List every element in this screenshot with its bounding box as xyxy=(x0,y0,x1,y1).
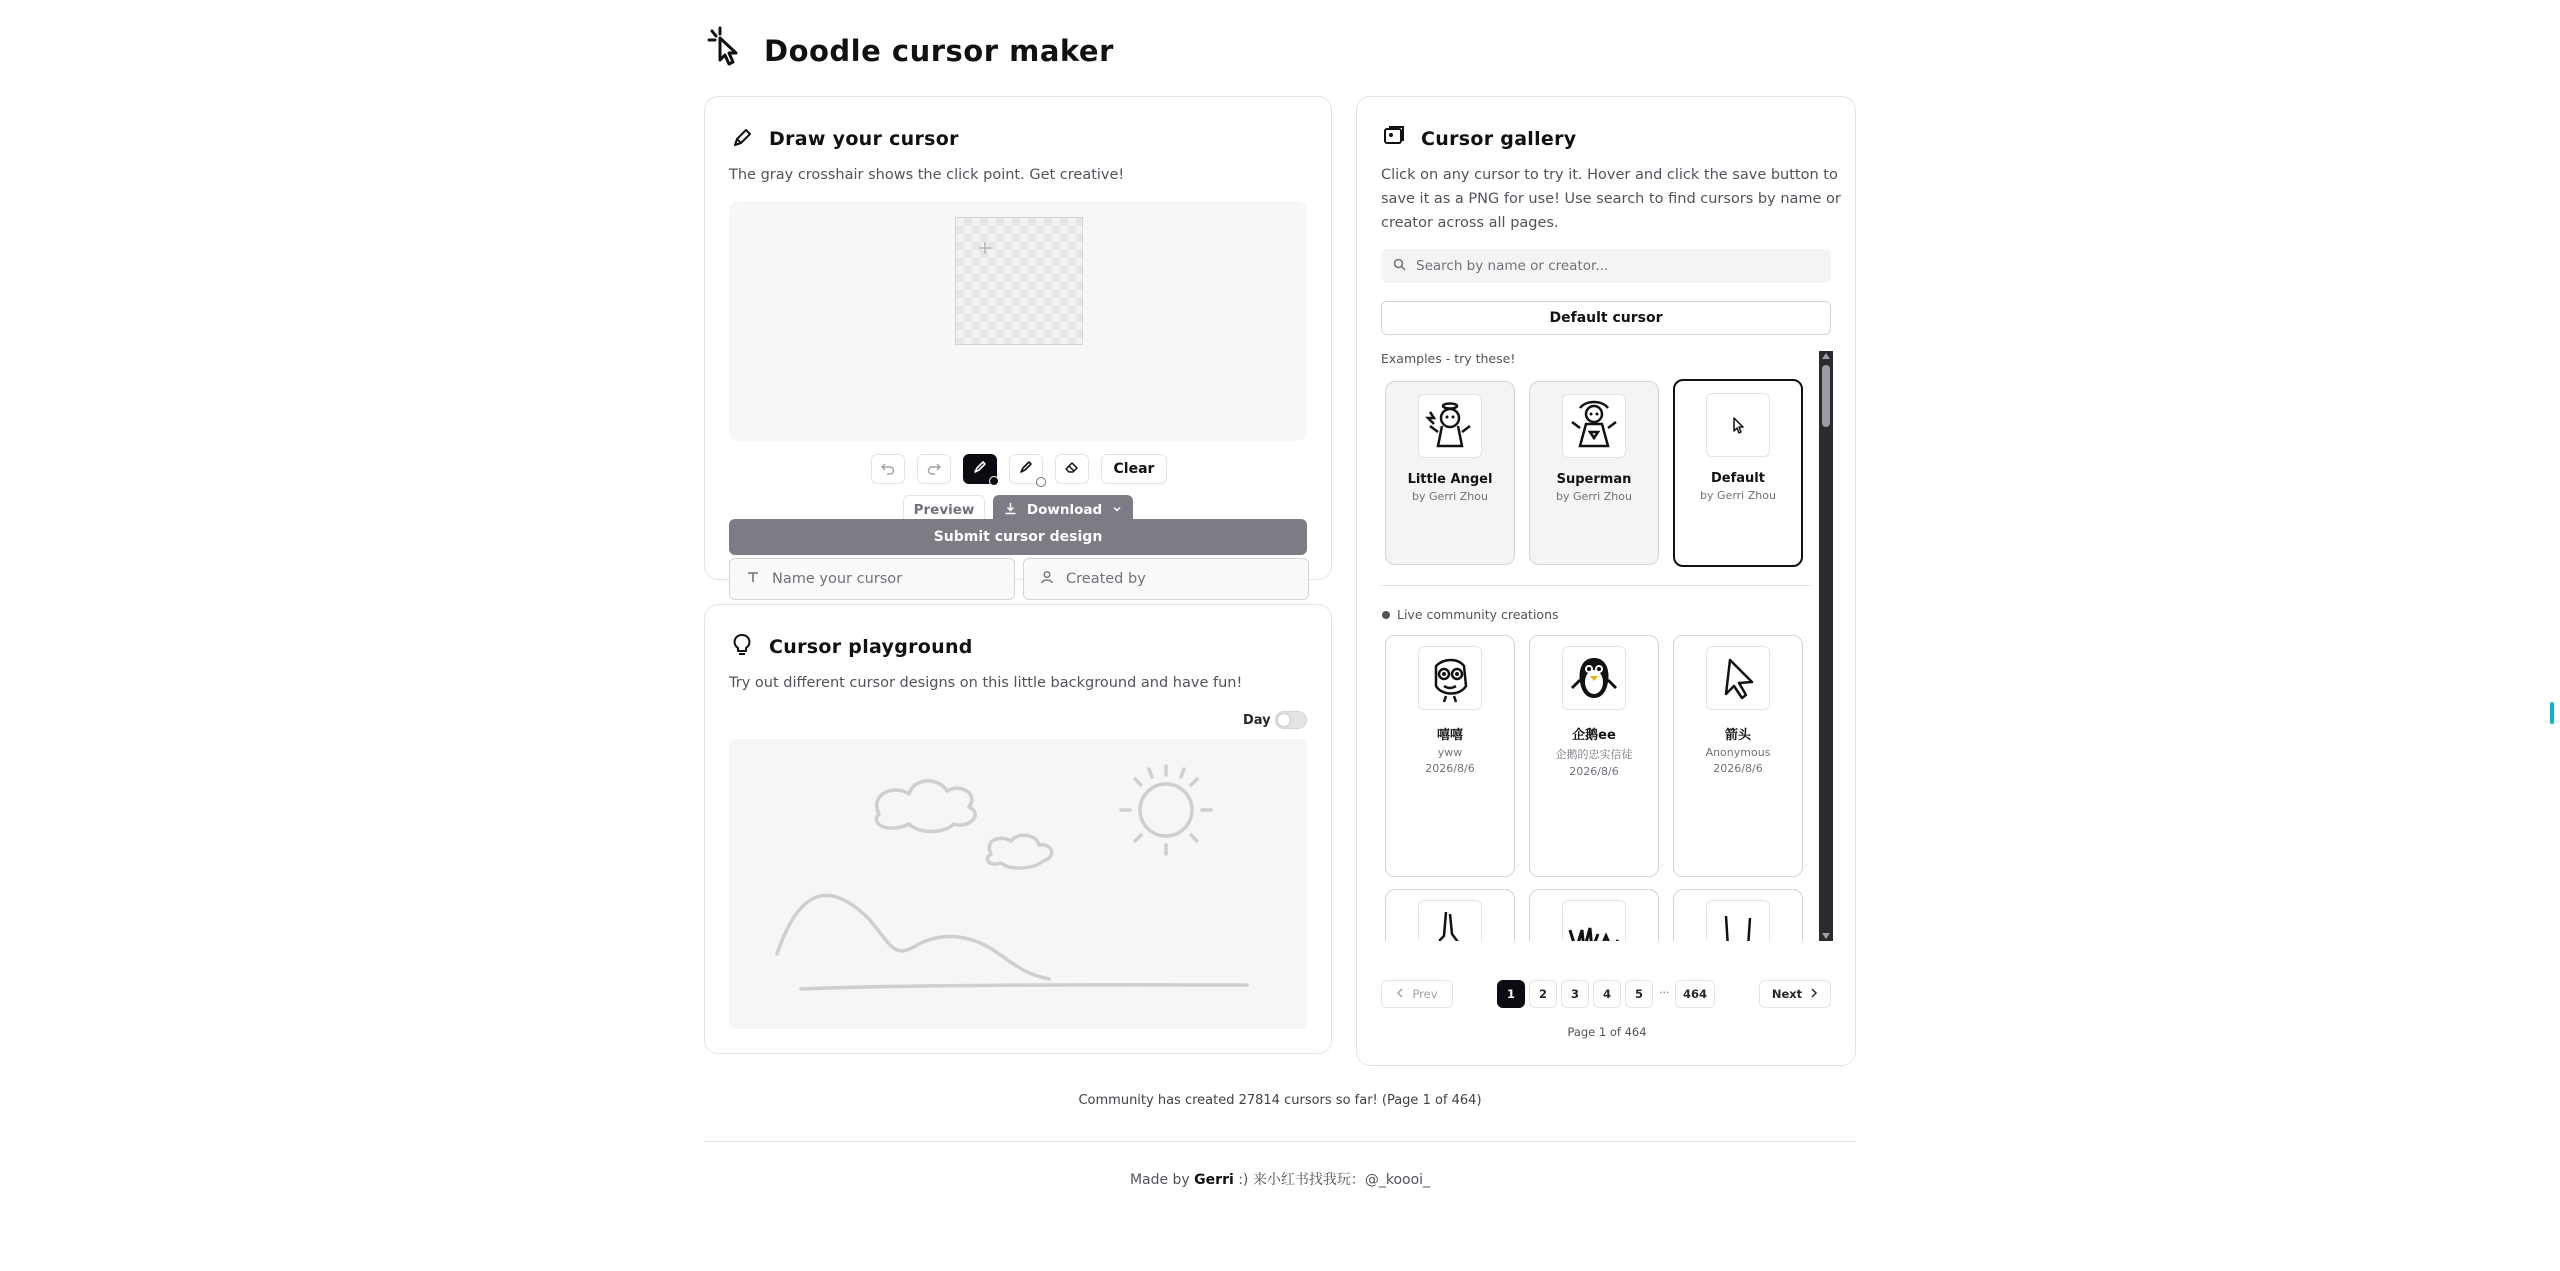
download-icon xyxy=(1004,502,1017,519)
scrollbar-thumb[interactable] xyxy=(1822,365,1830,427)
footer-divider xyxy=(704,1141,1856,1142)
example-author: by Gerri Zhou xyxy=(1412,490,1488,503)
community-label: Live community creations xyxy=(1397,607,1559,622)
submit-button[interactable] xyxy=(729,519,1307,555)
community-card[interactable] xyxy=(1529,889,1659,941)
community-card[interactable] xyxy=(1673,635,1803,877)
cursor-thumbnail xyxy=(1418,900,1482,941)
submit-label: Submit cursor design xyxy=(933,529,1103,545)
community-cursor-name: 企鹅ee xyxy=(1572,728,1616,743)
pagination-ellipsis: ... xyxy=(1659,983,1670,996)
live-indicator-dot xyxy=(1382,611,1390,619)
default-cursor-thumbnail xyxy=(1706,393,1770,457)
community-card[interactable] xyxy=(1529,635,1659,877)
gallery-description-line-2: save it as a PNG for use! Use search to find cursors by name or xyxy=(1381,191,1841,207)
default-cursor-label: Default cursor xyxy=(1549,310,1663,326)
playground-description: Try out different cursor designs on this little background and have fun! xyxy=(729,675,1243,691)
undo-button[interactable] xyxy=(871,454,905,484)
example-author: by Gerri Zhou xyxy=(1556,490,1632,503)
footer-tail: :) 来小红书找我玩：@_koooi_ xyxy=(1238,1172,1431,1188)
preview-label: Preview xyxy=(913,502,975,518)
gallery-card xyxy=(1356,96,1856,1066)
clear-button[interactable]: Clear xyxy=(1101,454,1167,484)
day-night-toggle[interactable] xyxy=(1275,711,1307,729)
redo-button[interactable] xyxy=(917,454,951,484)
creator-placeholder: Created by xyxy=(1066,571,1146,587)
redo-icon xyxy=(927,460,941,479)
footer-credits xyxy=(704,1169,1856,1189)
draw-description: The gray crosshair shows the click point. Get creative! xyxy=(729,167,1125,183)
text-icon xyxy=(746,570,760,588)
made-by-text: Made by xyxy=(1129,1172,1190,1188)
brush-size-dot xyxy=(989,476,999,486)
search-placeholder: Search by name or creator... xyxy=(1416,258,1609,274)
pencil-icon xyxy=(731,127,753,153)
community-cursor-author: Anonymous xyxy=(1705,746,1771,759)
community-cursor-author: 企鹅的忠实信徒 xyxy=(1555,748,1633,761)
search-icon xyxy=(1393,258,1406,275)
day-toggle-label: Day xyxy=(1243,713,1271,728)
gallery-description-line-3: creator across all pages. xyxy=(1381,215,1559,231)
page-title: Doodle cursor maker xyxy=(764,34,1114,68)
chevron-down-icon xyxy=(1112,502,1122,518)
community-count: Community has created 27814 cursors so far! (Page 1 of 464) xyxy=(1078,1093,1482,1108)
example-author: by Gerri Zhou xyxy=(1700,489,1776,502)
scroll-up-arrow[interactable] xyxy=(1822,353,1830,359)
playground-title: Cursor playground xyxy=(769,636,973,658)
example-name: Little Angel xyxy=(1407,472,1493,487)
brush-tool-button[interactable] xyxy=(963,454,997,484)
playground-canvas[interactable] xyxy=(729,739,1307,1029)
brush-large-icon xyxy=(1018,459,1034,479)
next-page-button[interactable] xyxy=(1759,980,1831,1008)
community-cursor-date: 2026/8/6 xyxy=(1713,762,1763,775)
user-icon xyxy=(1040,570,1054,588)
draw-title: Draw your cursor xyxy=(769,128,959,150)
arrow-cursor-thumbnail xyxy=(1706,646,1770,710)
community-cursor-name: 嘻嘻 xyxy=(1436,728,1463,743)
community-cursor-date: 2026/8/6 xyxy=(1425,762,1475,775)
app-logo-icon xyxy=(706,26,746,66)
undo-icon xyxy=(881,460,895,479)
large-brush-tool-button[interactable] xyxy=(1009,454,1043,484)
xixi-cursor-thumbnail xyxy=(1418,646,1482,710)
community-card[interactable] xyxy=(1385,889,1515,941)
page-button-last[interactable]: 464 xyxy=(1675,980,1715,1008)
divider xyxy=(1381,585,1811,586)
cursor-thumbnail xyxy=(1562,900,1626,941)
example-card-superman[interactable] xyxy=(1529,381,1659,565)
examples-label: Examples - try these! xyxy=(1381,351,1516,366)
brush-size-ring xyxy=(1036,477,1046,487)
scroll-down-arrow[interactable] xyxy=(1822,933,1830,939)
page-button-5[interactable]: 5 xyxy=(1625,980,1653,1008)
example-name: Default xyxy=(1711,471,1765,486)
gallery-description-line-1: Click on any cursor to try it. Hover and click the save button to xyxy=(1381,167,1838,183)
penguin-cursor-thumbnail xyxy=(1562,646,1626,710)
toggle-knob xyxy=(1278,714,1290,726)
page-button-2[interactable]: 2 xyxy=(1529,980,1557,1008)
author-link[interactable]: Gerri xyxy=(1194,1172,1234,1188)
crosshair-icon xyxy=(978,240,992,254)
gallery-icon xyxy=(1383,125,1405,151)
chevron-left-icon xyxy=(1396,987,1404,1001)
eraser-tool-button[interactable] xyxy=(1055,454,1089,484)
playground-card xyxy=(704,604,1332,1054)
eraser-icon xyxy=(1064,459,1080,479)
chevron-right-icon xyxy=(1810,987,1818,1001)
brush-icon xyxy=(972,459,988,479)
example-card-default[interactable] xyxy=(1673,379,1803,567)
cursor-name-placeholder: Name your cursor xyxy=(772,571,903,587)
drawing-canvas[interactable] xyxy=(955,217,1083,345)
prev-page-button[interactable] xyxy=(1381,980,1453,1008)
community-card[interactable] xyxy=(1385,635,1515,877)
page-scroll-indicator xyxy=(2550,702,2554,724)
community-card[interactable] xyxy=(1673,889,1803,941)
superman-cursor-thumbnail xyxy=(1562,394,1626,458)
download-label: Download xyxy=(1026,502,1103,518)
creator-input[interactable] xyxy=(1023,558,1309,600)
community-cursor-author: yww xyxy=(1437,746,1463,759)
gallery-title: Cursor gallery xyxy=(1421,128,1577,150)
default-cursor-button[interactable] xyxy=(1381,301,1831,335)
community-cursor-name: 箭头 xyxy=(1724,728,1751,743)
example-card-little-angel[interactable] xyxy=(1385,381,1515,565)
example-name: Superman xyxy=(1556,472,1632,487)
page-button-1[interactable]: 1 xyxy=(1497,980,1525,1008)
page-status: Page 1 of 464 xyxy=(1567,1025,1647,1039)
gallery-list[interactable] xyxy=(1381,351,1821,941)
cursor-thumbnail xyxy=(1706,900,1770,941)
next-label: Next xyxy=(1771,987,1803,1001)
angel-cursor-thumbnail xyxy=(1418,394,1482,458)
page-button-4[interactable]: 4 xyxy=(1593,980,1621,1008)
draw-card xyxy=(704,96,1332,587)
community-cursor-date: 2026/8/6 xyxy=(1569,765,1619,778)
gallery-scrollbar[interactable] xyxy=(1819,351,1833,941)
prev-label: Prev xyxy=(1412,987,1438,1001)
lightbulb-icon xyxy=(731,633,753,661)
cursor-name-input[interactable] xyxy=(729,558,1015,600)
page-button-3[interactable]: 3 xyxy=(1561,980,1589,1008)
search-input[interactable] xyxy=(1381,249,1831,283)
